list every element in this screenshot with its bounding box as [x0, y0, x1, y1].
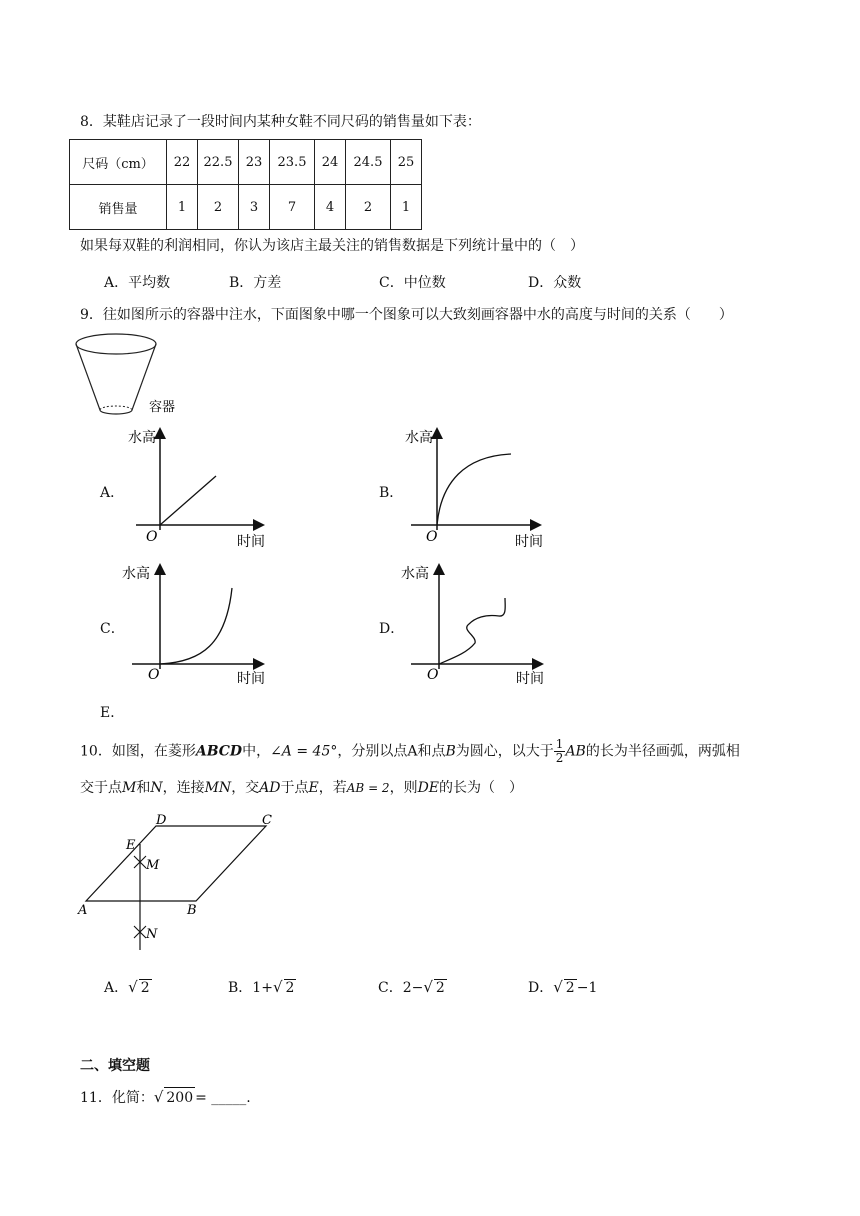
text: ，交 [231, 780, 260, 796]
q10-option-d [528, 977, 597, 997]
math: ABCD [195, 743, 243, 760]
point-m-label: M [146, 858, 160, 873]
math: MN [204, 780, 232, 796]
table-cell: 2 [346, 185, 391, 230]
fraction-numerator: 1 [555, 737, 564, 751]
q8-option-c: C．中位数 [379, 275, 446, 291]
container-label: 容器 [149, 400, 176, 415]
math: B [445, 743, 456, 760]
x-axis-label: 时间 [237, 534, 265, 550]
q8-option-a: A．平均数 [104, 275, 171, 291]
table-cell: 22 [167, 140, 198, 185]
text: ，若 [318, 780, 347, 796]
math: −1 [576, 980, 598, 996]
rhombus-figure [72, 808, 292, 958]
text: 和 [136, 780, 151, 796]
table-cell: 2 [198, 185, 239, 230]
math: M [122, 780, 137, 796]
radicand: 2 [285, 980, 295, 996]
sqrt-icon: √ [153, 1088, 164, 1106]
text: 为圆心，以大于 [455, 743, 554, 760]
math: AB = 2 [346, 781, 390, 795]
q9-option-e-label: E． [100, 705, 125, 721]
sqrt-icon: √ [553, 978, 563, 996]
table-cell: 24 [315, 140, 346, 185]
text: ，则 [389, 780, 418, 796]
text: 中， [242, 743, 271, 760]
origin-label: O [146, 529, 158, 545]
q11 [80, 1087, 251, 1108]
q8-stem: 8．某鞋店记录了一段时间内某种女鞋不同尺码的销售量如下表： [80, 114, 481, 130]
text: 10．如图，在菱形 [80, 743, 196, 760]
y-axis-label: 水高 [401, 566, 429, 582]
q9-stem: 9．往如图所示的容器中注水，下面图象中哪一个图象可以大致刻画容器中水的高度与时间的关系（ ） [80, 307, 733, 323]
point-e-label: E [126, 838, 136, 853]
q8-question: 如果每双鞋的利润相同，你认为该店主最关注的销售数据是下列统计量中的（ ） [80, 238, 584, 254]
q9-option-b-label: B． [379, 485, 404, 501]
origin-label: O [427, 667, 439, 683]
section-title: 二、填空题 [80, 1058, 150, 1074]
table-cell: 23.5 [270, 140, 315, 185]
vertex-b-label: B [187, 903, 197, 918]
y-axis-label: 水高 [128, 430, 156, 446]
x-axis-label: 时间 [516, 671, 544, 687]
radicand: 2 [565, 980, 575, 996]
graph-b [405, 422, 555, 552]
math: AB [565, 743, 586, 760]
vertex-c-label: C [262, 813, 272, 828]
text: 的长为半径画弧，两弧相 [585, 743, 740, 760]
table-cell: 24.5 [346, 140, 391, 185]
radicand: 2 [435, 980, 445, 996]
sqrt-icon: √ [423, 978, 433, 996]
table-cell: 4 [315, 185, 346, 230]
table-cell: 3 [239, 185, 270, 230]
table-row [70, 185, 422, 230]
table-cell: 7 [270, 185, 315, 230]
table-cell: 23 [239, 140, 270, 185]
text: 和点 [417, 743, 446, 760]
container-figure [70, 330, 200, 420]
table-cell: 1 [167, 185, 198, 230]
origin-label: O [148, 667, 160, 683]
table-cell: 1 [391, 185, 422, 230]
table-cell: 22.5 [198, 140, 239, 185]
table-cell: 25 [391, 140, 422, 185]
q10-option-c [378, 977, 447, 997]
shoe-size-table [69, 139, 422, 230]
option-letter: B． [228, 980, 253, 996]
graph-c [122, 558, 278, 688]
math: 1+ [252, 980, 273, 996]
math: AD [259, 780, 281, 796]
math: DE [417, 780, 440, 796]
sqrt-icon: √ [128, 978, 138, 996]
q9-option-d-label: D． [379, 621, 405, 637]
sqrt-icon: √ [272, 978, 283, 996]
fraction-denominator: 2 [555, 751, 564, 765]
graph-a [128, 422, 278, 552]
text: 11．化简： [80, 1090, 154, 1106]
q10-option-a [104, 977, 152, 997]
origin-label: O [426, 529, 438, 545]
table-cell: 销售量 [70, 185, 167, 230]
x-axis-label: 时间 [237, 671, 265, 687]
q9-option-c-label: C． [100, 621, 125, 637]
math: ∠A = 45° [270, 743, 338, 760]
vertex-a-label: A [78, 903, 88, 918]
table-row [70, 140, 422, 185]
text: 交于点 [80, 780, 122, 796]
text: ，分别以点 [337, 743, 408, 760]
y-axis-label: 水高 [405, 430, 433, 446]
math: N [150, 780, 163, 796]
radicand: 200 [164, 1087, 195, 1108]
text: 的长为（ ） [439, 780, 524, 796]
q8-option-d: D．众数 [528, 275, 582, 291]
math: E [308, 780, 319, 796]
q10-option-b [228, 977, 296, 997]
math: 2− [402, 980, 424, 996]
point-n-label: N [146, 927, 158, 942]
graph-d [401, 558, 557, 688]
option-letter: D． [528, 980, 554, 996]
vertex-d-label: D [156, 813, 167, 828]
text: 于点 [280, 780, 309, 796]
fraction [554, 738, 566, 765]
text: = _____. [195, 1090, 251, 1106]
radicand: 2 [140, 980, 150, 996]
q8-option-b: B．方差 [229, 275, 282, 291]
math: A [407, 743, 418, 760]
q9-option-a-label: A． [100, 485, 125, 501]
q10-line2 [80, 778, 523, 798]
option-letter: A． [104, 980, 129, 996]
q10-line1 [80, 738, 740, 765]
y-axis-label: 水高 [122, 566, 150, 582]
x-axis-label: 时间 [515, 534, 543, 550]
option-letter: C． [378, 980, 403, 996]
text: ，连接 [162, 780, 205, 796]
table-cell: 尺码（cm） [70, 140, 167, 185]
